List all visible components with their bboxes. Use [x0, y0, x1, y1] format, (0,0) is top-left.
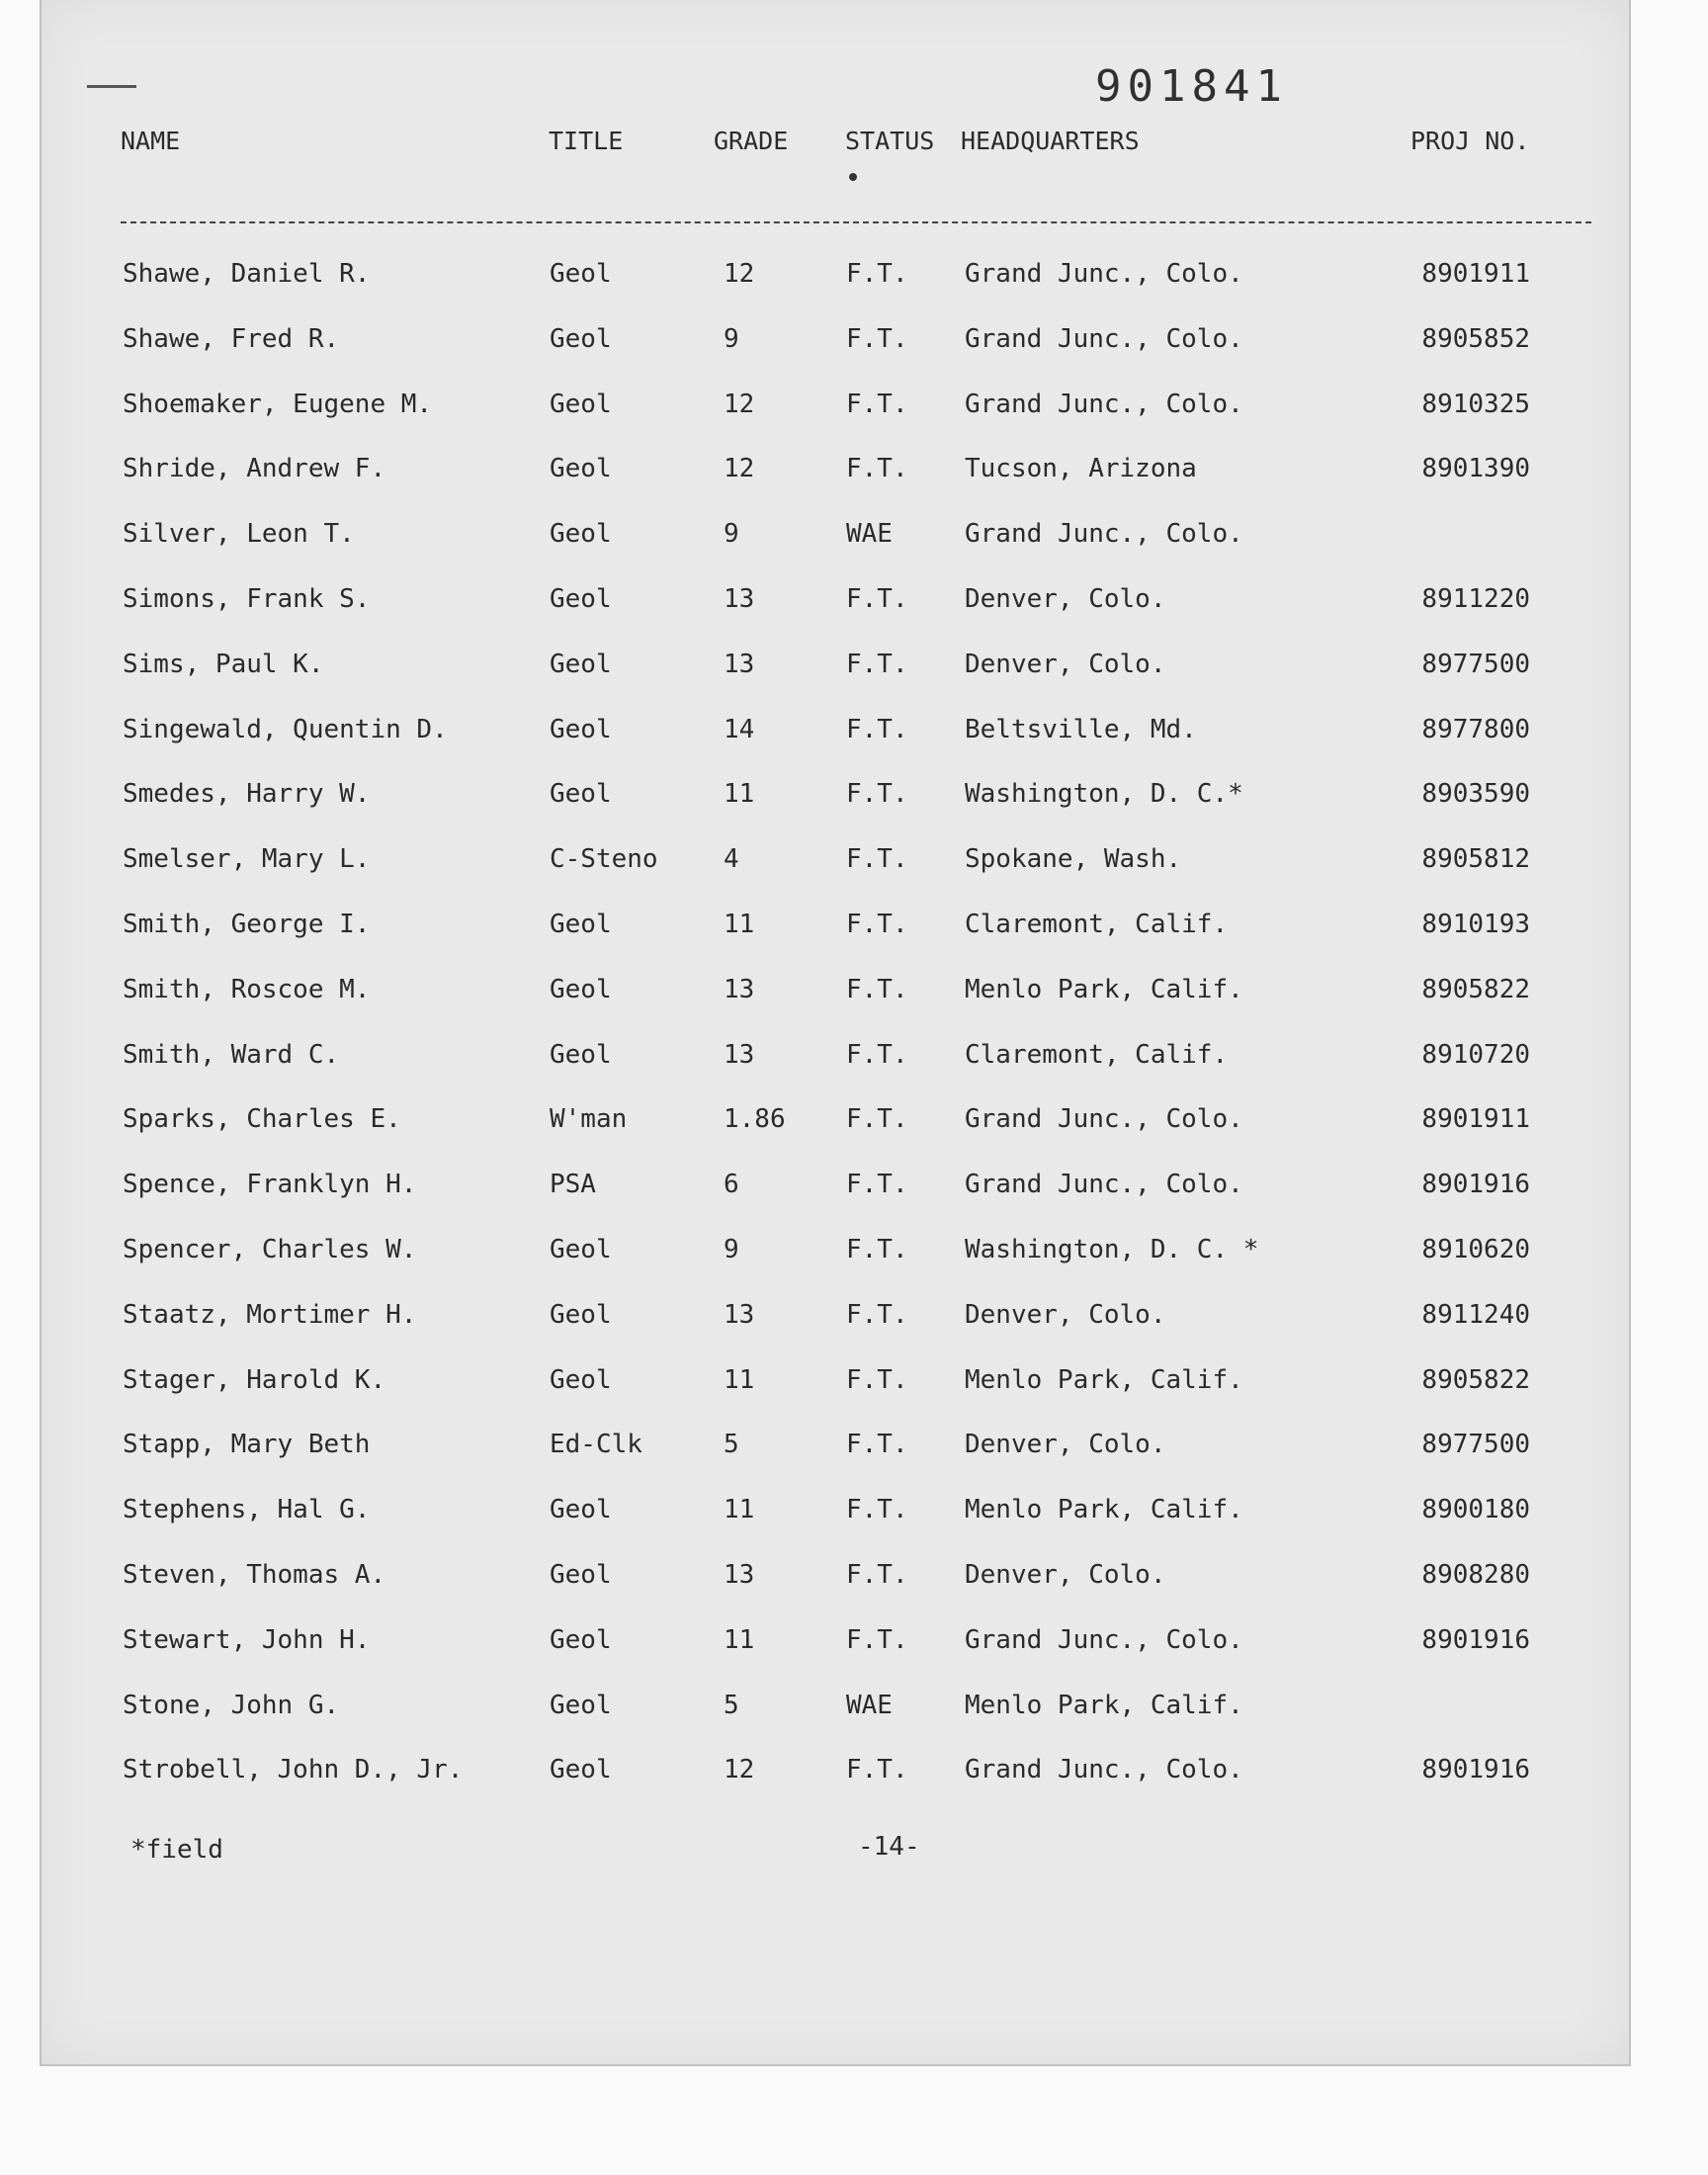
cell-name: Shawe, Daniel R.	[123, 259, 371, 289]
cell-headquarters: Grand Junc., Colo.	[965, 389, 1243, 419]
cell-proj-no: 8901911	[1421, 259, 1530, 289]
header-rule	[121, 221, 1591, 223]
cell-title: Geol	[550, 519, 612, 550]
cell-status: F.T.	[846, 1430, 908, 1460]
document-number: 901841	[1095, 61, 1288, 112]
cell-status: F.T.	[846, 1299, 908, 1330]
cell-headquarters: Menlo Park, Calif.	[965, 1495, 1243, 1525]
cell-name: Stapp, Mary Beth	[123, 1430, 371, 1460]
cell-proj-no: 8977500	[1421, 1430, 1530, 1460]
cell-proj-no: 8905812	[1421, 844, 1530, 875]
cell-grade: 13	[724, 974, 755, 1004]
cell-status: F.T.	[846, 323, 908, 354]
cell-status: F.T.	[846, 909, 908, 939]
cell-name: Sims, Paul K.	[123, 649, 324, 679]
cell-title: Geol	[550, 714, 612, 744]
cell-name: Simons, Frank S.	[123, 583, 371, 614]
cell-title: Geol	[550, 454, 612, 484]
cell-proj-no: 8911220	[1421, 583, 1530, 614]
cell-proj-no: 8905822	[1421, 1364, 1530, 1395]
cell-grade: 11	[724, 779, 755, 810]
table-row	[0, 1300, 1708, 1365]
table-row	[0, 390, 1708, 455]
cell-name: Singewald, Quentin D.	[123, 714, 448, 744]
cell-status: F.T.	[846, 1234, 908, 1264]
cell-grade: 13	[724, 649, 755, 679]
cell-grade: 12	[724, 389, 755, 419]
table-row	[0, 1104, 1708, 1170]
cell-grade: 11	[724, 1624, 755, 1655]
cell-status: F.T.	[846, 259, 908, 289]
cell-headquarters: Grand Junc., Colo.	[965, 519, 1243, 550]
cell-status: F.T.	[846, 974, 908, 1004]
cell-title: Ed-Clk	[550, 1430, 642, 1460]
cell-name: Silver, Leon T.	[123, 519, 355, 550]
table-row	[0, 1235, 1708, 1300]
cell-name: Smith, Ward C.	[123, 1039, 340, 1070]
cell-name: Stephens, Hal G.	[123, 1495, 371, 1525]
cell-grade: 12	[724, 454, 755, 484]
table-row	[0, 910, 1708, 975]
cell-grade: 13	[724, 583, 755, 614]
cell-proj-no: 8905852	[1421, 323, 1530, 354]
roster-table	[0, 259, 1708, 1820]
cell-headquarters: Grand Junc., Colo.	[965, 1755, 1243, 1785]
cell-headquarters: Menlo Park, Calif.	[965, 974, 1243, 1004]
cell-grade: 14	[724, 714, 755, 744]
cell-headquarters: Grand Junc., Colo.	[965, 259, 1243, 289]
cell-grade: 13	[724, 1299, 755, 1330]
cell-headquarters: Denver, Colo.	[965, 583, 1166, 614]
cell-headquarters: Menlo Park, Calif.	[965, 1364, 1243, 1395]
cell-status: F.T.	[846, 779, 908, 810]
cell-grade: 4	[724, 844, 739, 875]
cell-grade: 12	[724, 259, 755, 289]
cell-grade: 6	[724, 1170, 739, 1200]
cell-name: Shawe, Fred R.	[123, 323, 340, 354]
cell-name: Shride, Andrew F.	[123, 454, 386, 484]
cell-grade: 13	[724, 1039, 755, 1070]
cell-title: W'man	[550, 1104, 628, 1135]
cell-proj-no: 8905822	[1421, 974, 1530, 1004]
cell-headquarters: Claremont, Calif.	[965, 1039, 1229, 1070]
cell-title: Geol	[550, 1755, 612, 1785]
cell-status: F.T.	[846, 1104, 908, 1135]
table-row	[0, 1755, 1708, 1820]
cell-headquarters: Grand Junc., Colo.	[965, 1624, 1243, 1655]
cell-name: Sparks, Charles E.	[123, 1104, 401, 1135]
cell-status: F.T.	[846, 714, 908, 744]
cell-proj-no: 8910325	[1421, 389, 1530, 419]
cell-grade: 13	[724, 1559, 755, 1590]
cell-grade: 5	[724, 1690, 739, 1720]
cell-grade: 11	[724, 1495, 755, 1525]
cell-grade: 9	[724, 519, 739, 550]
cell-grade: 9	[724, 323, 739, 354]
cell-proj-no: 8908280	[1421, 1559, 1530, 1590]
cell-grade: 1.86	[724, 1104, 786, 1135]
cell-grade: 5	[724, 1430, 739, 1460]
cell-headquarters: Claremont, Calif.	[965, 909, 1229, 939]
status-bullet	[849, 173, 857, 181]
cell-status: F.T.	[846, 389, 908, 419]
cell-status: F.T.	[846, 1039, 908, 1070]
cell-proj-no: 8977500	[1421, 649, 1530, 679]
cell-headquarters: Grand Junc., Colo.	[965, 323, 1243, 354]
cell-headquarters: Grand Junc., Colo.	[965, 1104, 1243, 1135]
cell-status: WAE	[846, 1690, 893, 1720]
header-grade: GRADE	[714, 127, 789, 155]
table-row	[0, 844, 1708, 910]
cell-title: Geol	[550, 909, 612, 939]
cell-status: F.T.	[846, 1364, 908, 1395]
table-row	[0, 1430, 1708, 1495]
header-status: STATUS	[845, 127, 935, 155]
cell-status: WAE	[846, 519, 893, 550]
cell-status: F.T.	[846, 1170, 908, 1200]
table-row	[0, 259, 1708, 324]
cell-proj-no: 8900180	[1421, 1495, 1530, 1525]
cell-name: Stager, Harold K.	[123, 1364, 386, 1395]
cell-title: Geol	[550, 974, 612, 1004]
page-number: -14-	[858, 1832, 920, 1862]
cell-headquarters: Denver, Colo.	[965, 649, 1166, 679]
cell-status: F.T.	[846, 583, 908, 614]
cell-proj-no: 8910720	[1421, 1039, 1530, 1070]
cell-headquarters: Spokane, Wash.	[965, 844, 1182, 875]
cell-status: F.T.	[846, 844, 908, 875]
cell-grade: 11	[724, 1364, 755, 1395]
cell-name: Smelser, Mary L.	[123, 844, 371, 875]
table-row	[0, 1560, 1708, 1625]
table-row	[0, 1365, 1708, 1431]
cell-proj-no: 8901911	[1421, 1104, 1530, 1135]
header-proj-no: PROJ NO.	[1410, 127, 1530, 155]
cell-headquarters: Washington, D. C. *	[965, 1234, 1259, 1264]
cell-name: Smedes, Harry W.	[123, 779, 371, 810]
table-row	[0, 1495, 1708, 1560]
cell-title: Geol	[550, 1559, 612, 1590]
corner-mark	[87, 85, 136, 88]
cell-name: Smith, George I.	[123, 909, 371, 939]
table-row	[0, 1170, 1708, 1235]
cell-headquarters: Beltsville, Md.	[965, 714, 1197, 744]
cell-name: Staatz, Mortimer H.	[123, 1299, 417, 1330]
table-row	[0, 779, 1708, 844]
cell-proj-no: 8901390	[1421, 454, 1530, 484]
cell-proj-no: 8911240	[1421, 1299, 1530, 1330]
cell-name: Stewart, John H.	[123, 1624, 371, 1655]
cell-proj-no: 8901916	[1421, 1170, 1530, 1200]
cell-proj-no: 8910193	[1421, 909, 1530, 939]
footnote: *field	[130, 1835, 223, 1865]
cell-grade: 12	[724, 1755, 755, 1785]
cell-title: Geol	[550, 323, 612, 354]
header-name: NAME	[121, 127, 181, 155]
header-headquarters: HEADQUARTERS	[961, 127, 1140, 155]
table-row	[0, 1040, 1708, 1105]
cell-title: Geol	[550, 1299, 612, 1330]
cell-status: F.T.	[846, 454, 908, 484]
cell-status: F.T.	[846, 1624, 908, 1655]
cell-name: Stone, John G.	[123, 1690, 340, 1720]
cell-name: Shoemaker, Eugene M.	[123, 389, 433, 419]
cell-title: Geol	[550, 779, 612, 810]
table-row	[0, 454, 1708, 519]
cell-grade: 9	[724, 1234, 739, 1264]
cell-title: Geol	[550, 1624, 612, 1655]
cell-name: Smith, Roscoe M.	[123, 974, 371, 1004]
cell-proj-no: 8901916	[1421, 1755, 1530, 1785]
cell-title: Geol	[550, 1495, 612, 1525]
cell-headquarters: Tucson, Arizona	[965, 454, 1197, 484]
cell-title: C-Steno	[550, 844, 658, 875]
cell-grade: 11	[724, 909, 755, 939]
cell-headquarters: Denver, Colo.	[965, 1299, 1166, 1330]
cell-title: Geol	[550, 1039, 612, 1070]
cell-name: Steven, Thomas A.	[123, 1559, 386, 1590]
table-row	[0, 975, 1708, 1040]
cell-title: Geol	[550, 1690, 612, 1720]
table-row	[0, 324, 1708, 390]
cell-title: Geol	[550, 389, 612, 419]
cell-proj-no: 8977800	[1421, 714, 1530, 744]
cell-name: Spence, Franklyn H.	[123, 1170, 417, 1200]
cell-title: Geol	[550, 259, 612, 289]
header-title: TITLE	[549, 127, 624, 155]
cell-proj-no: 8903590	[1421, 779, 1530, 810]
table-row	[0, 1691, 1708, 1756]
table-row	[0, 1625, 1708, 1691]
cell-headquarters: Denver, Colo.	[965, 1559, 1166, 1590]
cell-title: Geol	[550, 583, 612, 614]
cell-name: Strobell, John D., Jr.	[123, 1755, 464, 1785]
cell-title: Geol	[550, 649, 612, 679]
table-row	[0, 650, 1708, 715]
cell-headquarters: Denver, Colo.	[965, 1430, 1166, 1460]
cell-proj-no: 8910620	[1421, 1234, 1530, 1264]
cell-proj-no: 8901916	[1421, 1624, 1530, 1655]
table-row	[0, 715, 1708, 780]
table-row	[0, 584, 1708, 650]
cell-title: Geol	[550, 1364, 612, 1395]
cell-title: Geol	[550, 1234, 612, 1264]
cell-status: F.T.	[846, 1559, 908, 1590]
cell-title: PSA	[550, 1170, 596, 1200]
cell-status: F.T.	[846, 1755, 908, 1785]
cell-status: F.T.	[846, 1495, 908, 1525]
cell-headquarters: Washington, D. C.*	[965, 779, 1243, 810]
cell-status: F.T.	[846, 649, 908, 679]
table-row	[0, 519, 1708, 584]
cell-headquarters: Grand Junc., Colo.	[965, 1170, 1243, 1200]
cell-name: Spencer, Charles W.	[123, 1234, 417, 1264]
cell-headquarters: Menlo Park, Calif.	[965, 1690, 1243, 1720]
